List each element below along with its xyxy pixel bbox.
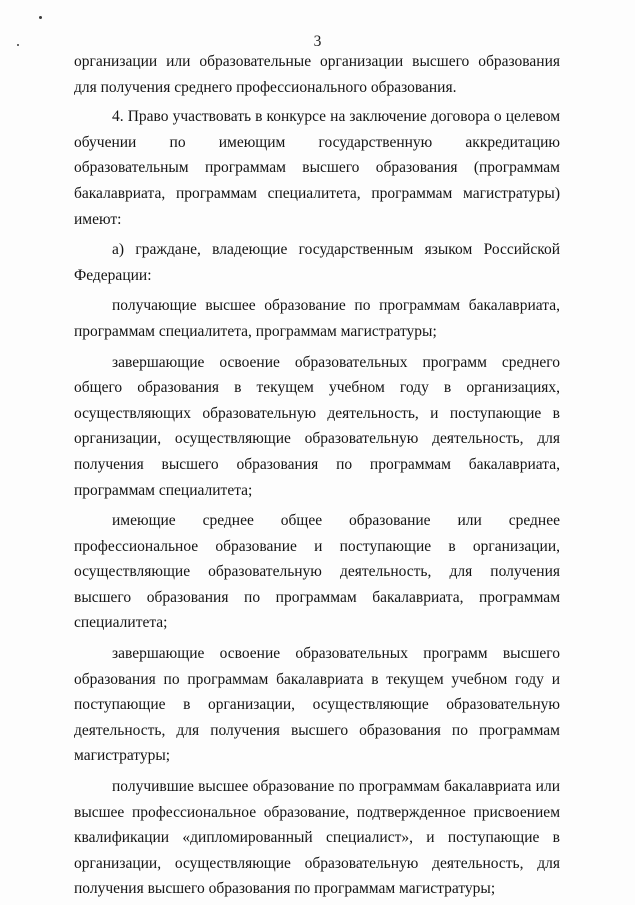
paragraph-secondary-education-holders: имеющие среднее общее образование или среднее профессиональное образование и поступающие в организации, осуществляющие образовательную деятельность, для получения высшего образования по программам бакалавриата, программам специалитета; [74,512,560,632]
document-body [74,49,560,902]
paragraph-bachelor-graduates: завершающие освоение образовательных программ высшего образования по программам бакалавриата в текущем учебном году и поступающие в организации, осуществляющие образовательную деятельность, для получения высшего образования по программам магистратуры; [74,645,560,765]
paragraph-subitem-a: а) граждане, владеющие государственным языком Российской Федерации: [74,241,560,284]
scan-speck [39,16,42,19]
paragraph-continuation: организации или образовательные организации высшего образования для получения среднего профессионального образования. [74,53,560,96]
paragraph-higher-education-students: получающие высшее образование по программам бакалавриата, программам специалитета, программам магистратуры; [74,297,560,340]
paragraph-degree-holders: получившие высшее образование по программам бакалавриата или высшее профессиональное образование, подтвержденное присвоением квалификации «дипломированный специалист», и поступающие в организации, осуществляющие образовательную деятельность, для получения высшего образования по программам магистратуры; [74,778,560,898]
paragraph-secondary-graduates: завершающие освоение образовательных программ среднего общего образования в текущем учебном году в организациях, осуществляющих образовательную деятельность, и поступающие в организации, осуществляющие образовательную деятельность, для получения высшего образования по программам бакалавриата, программам специалитета; [74,353,560,499]
page-number: 3 [313,33,322,50]
paragraph-item-4: 4. Право участвовать в конкурсе на заключение договора о целевом обучении по имеющим государственную аккредитацию образовательным программам высшего образования (программам бакалавриата, программам специалитета, программам магистратуры) имеют: [74,108,560,228]
